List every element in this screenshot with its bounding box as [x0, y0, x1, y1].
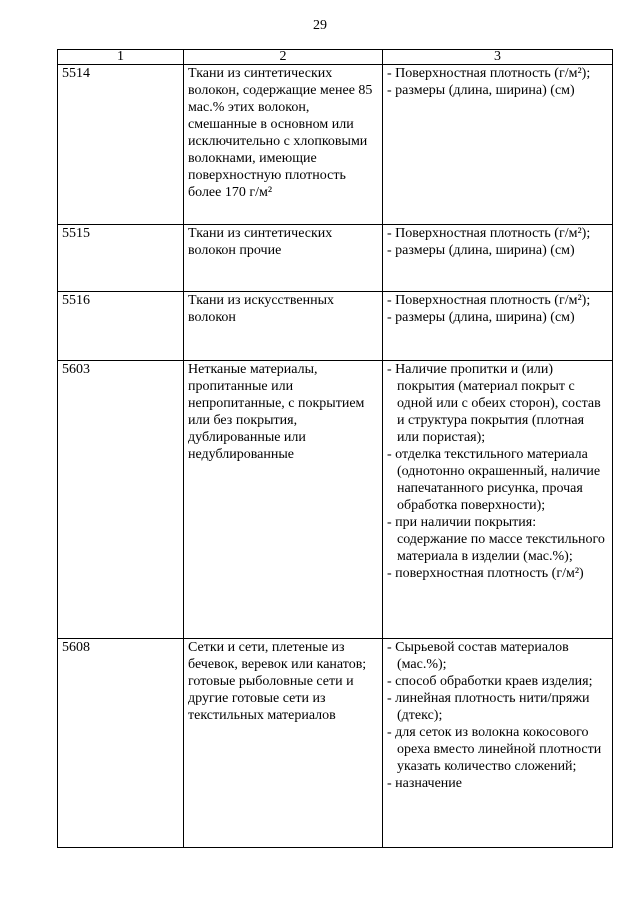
- characteristic-item: - для сеток из волокна кокосового ореха вместо линейной плотности указать количество сложений;: [387, 725, 602, 774]
- product-code: 5608: [58, 639, 184, 848]
- product-characteristics: [383, 225, 613, 292]
- characteristic-item: - назначение: [387, 776, 462, 791]
- characteristic-item: - Сырьевой состав материалов (мас.%);: [387, 640, 569, 672]
- column-header-1: 1: [58, 50, 184, 65]
- characteristic-item: - поверхностная плотность (г/м²): [387, 566, 584, 581]
- page-number: 29: [313, 18, 327, 33]
- characteristic-item: - размеры (длина, ширина) (см): [387, 83, 575, 98]
- header-row: [58, 50, 613, 65]
- product-description: Нетканые материалы, пропитанные или непропитанные, с покрытием или без покрытия, дублированные или недублированные: [184, 361, 383, 639]
- product-description: Ткани из синтетических волокон, содержащие менее 85 мас.% этих волокон, смешанные в основном или исключительно с хлопковыми волокнами, имеющие поверхностную плотность более 170 г/м²: [184, 65, 383, 225]
- product-characteristics: [383, 361, 613, 639]
- product-characteristics: [383, 639, 613, 848]
- characteristic-item: - размеры (длина, ширина) (см): [387, 310, 575, 325]
- column-header-2: 2: [184, 50, 383, 65]
- product-characteristics: [383, 292, 613, 361]
- product-description: Ткани из синтетических волокон прочие: [184, 225, 383, 292]
- characteristic-item: - способ обработки краев изделия;: [387, 674, 593, 689]
- characteristic-item: - Наличие пропитки и (или) покрытия (материал покрыт с одной или с обеих сторон), состав и структура покрытия (плотная или пористая);: [387, 362, 601, 445]
- product-code: 5603: [58, 361, 184, 639]
- characteristic-item: - при наличии покрытия: содержание по массе текстильного материала в изделии (мас.%);: [387, 515, 605, 564]
- table-row: [58, 225, 613, 292]
- characteristic-item: - линейная плотность нити/пряжи (дтекс);: [387, 691, 590, 723]
- characteristic-item: - отделка текстильного материала (однотонно окрашенный, наличие напечатанного рисунка, прочая обработка поверхности);: [387, 447, 601, 513]
- characteristic-item: - Поверхностная плотность (г/м²);: [387, 293, 591, 308]
- product-description: Сетки и сети, плетеные из бечевок, веревок или канатов; готовые рыболовные сети и другие готовые сети из текстильных материалов: [184, 639, 383, 848]
- table-row: [58, 292, 613, 361]
- table-row: [58, 65, 613, 225]
- column-header-3: 3: [383, 50, 613, 65]
- product-description: Ткани из искусственных волокон: [184, 292, 383, 361]
- product-code: 5516: [58, 292, 184, 361]
- product-characteristics: [383, 65, 613, 225]
- table-row: [58, 361, 613, 639]
- characteristic-item: - размеры (длина, ширина) (см): [387, 243, 575, 258]
- classification-table: [57, 49, 613, 848]
- table-row: [58, 639, 613, 848]
- product-code: 5514: [58, 65, 184, 225]
- characteristic-item: - Поверхностная плотность (г/м²);: [387, 226, 591, 241]
- characteristic-item: - Поверхностная плотность (г/м²);: [387, 66, 591, 81]
- product-code: 5515: [58, 225, 184, 292]
